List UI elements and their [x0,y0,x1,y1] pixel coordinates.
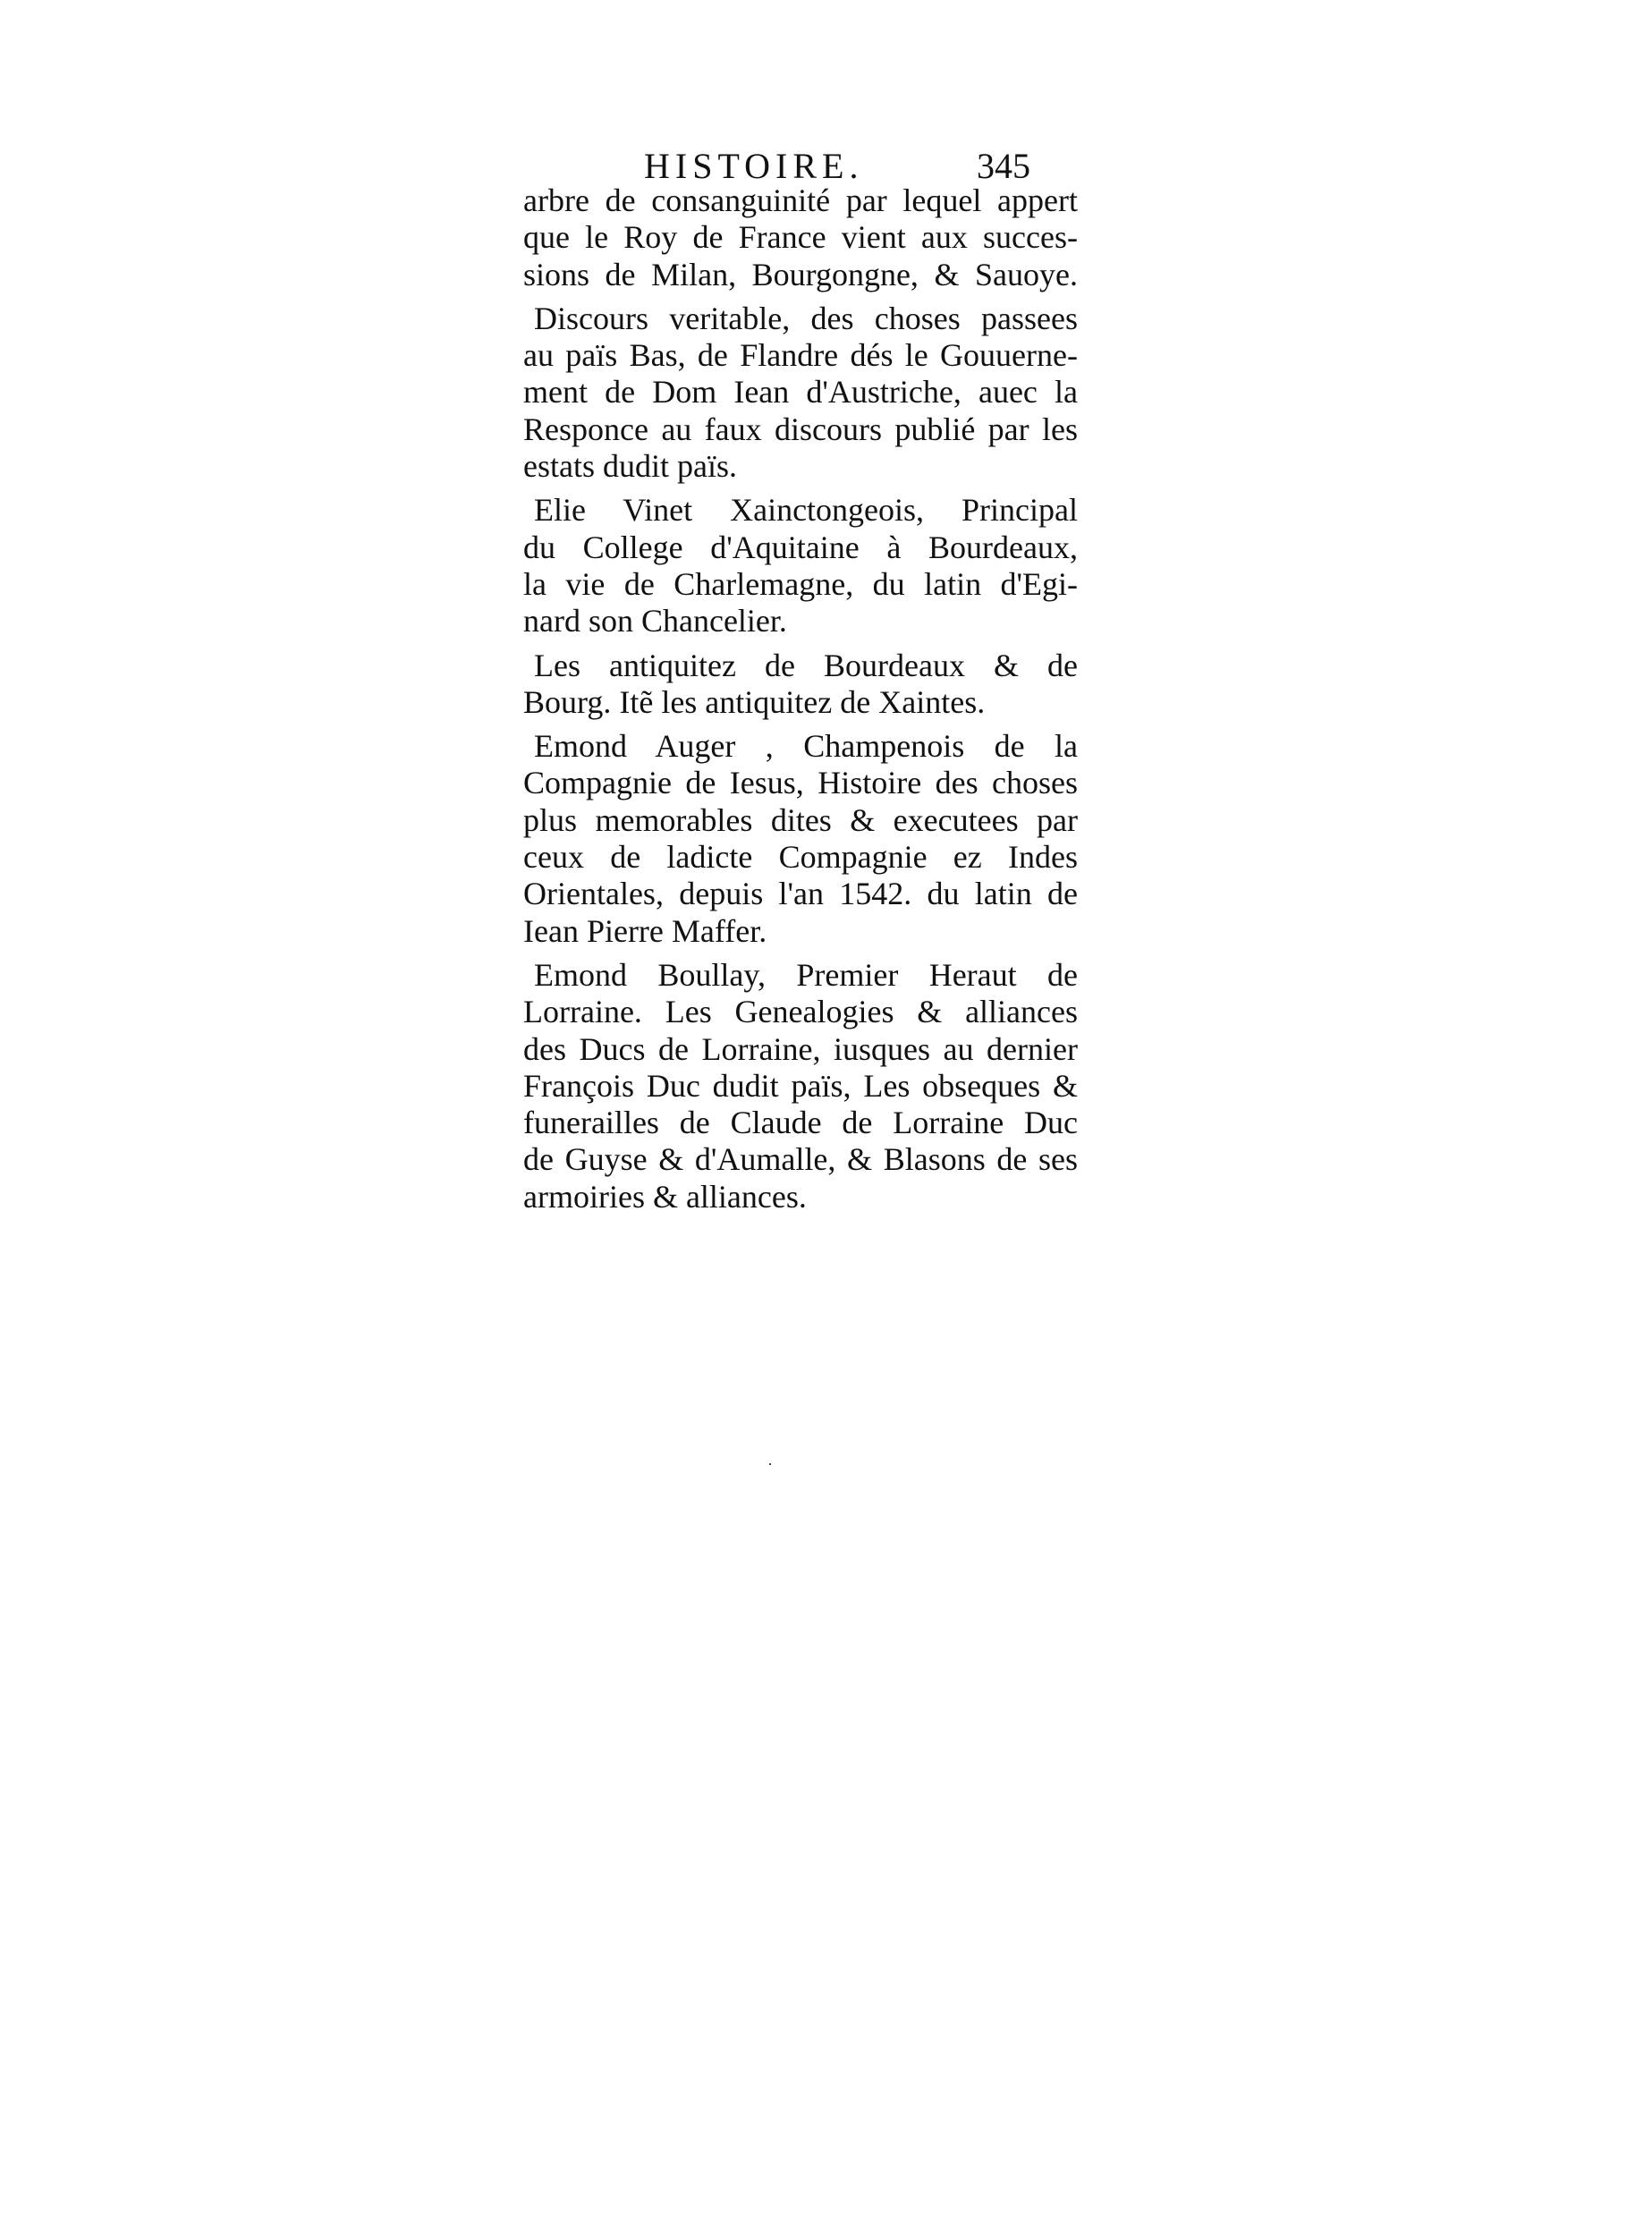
text-line: François Duc dudit païs, Les obseques & [523,1067,1078,1104]
text-line: estats dudit païs. [523,448,737,485]
text-line: armoiries & alliances. [523,1178,807,1215]
text-line: ment de Dom Iean d'Austriche, auec la [523,374,1078,411]
text-line: Emond Auger , Champenois de la [534,728,1078,765]
text-line: plus memorables dites & executees par [523,801,1078,838]
text-line: sions de Milan, Bourgongne, & Sauoye. [523,256,1078,292]
page-number: 345 [977,146,1030,186]
text-line: Elie Vinet Xainctongeois, Principal [534,492,1078,529]
text-line: que le Roy de France vient aux succes- [523,219,1078,256]
text-line: de Guyse & d'Aumalle, & Blasons de ses [523,1141,1078,1178]
text-line: nard son Chancelier. [523,603,787,639]
text-line: Iean Pierre Maffer. [523,912,767,949]
text-line: ceux de ladicte Compagnie ez Indes [523,839,1078,876]
text-line: au païs Bas, de Flandre dés le Gouuerne- [523,337,1078,374]
text-line: arbre de consanguinité par lequel appert [523,182,1078,218]
text-line: Orientales, depuis l'an 1542. du latin de [523,876,1078,912]
text-line: Compagnie de Iesus, Histoire des choses [523,765,1078,801]
scan-speck [769,1463,771,1465]
text-line: du College d'Aquitaine à Bourdeaux, [523,529,1078,565]
text-line: Les antiquitez de Bourdeaux & de [534,647,1078,683]
text-line: Responce au faux discours publié par les [523,411,1078,447]
text-line: Bourg. Itẽ les antiquitez de Xaintes. [523,683,986,720]
text-line: des Ducs de Lorraine, iusques au dernier [523,1030,1078,1067]
text-line: la vie de Charlemagne, du latin d'Egi- [523,565,1078,602]
body-text [523,182,1078,1215]
text-line: Emond Boullay, Premier Heraut de [534,956,1078,993]
text-line: Lorraine. Les Genealogies & alliances [523,994,1078,1030]
text-line: Discours veritable, des choses passees [534,300,1078,336]
text-line: funerailles de Claude de Lorraine Duc [523,1105,1078,1141]
running-title: HISTOIRE. [644,146,864,186]
